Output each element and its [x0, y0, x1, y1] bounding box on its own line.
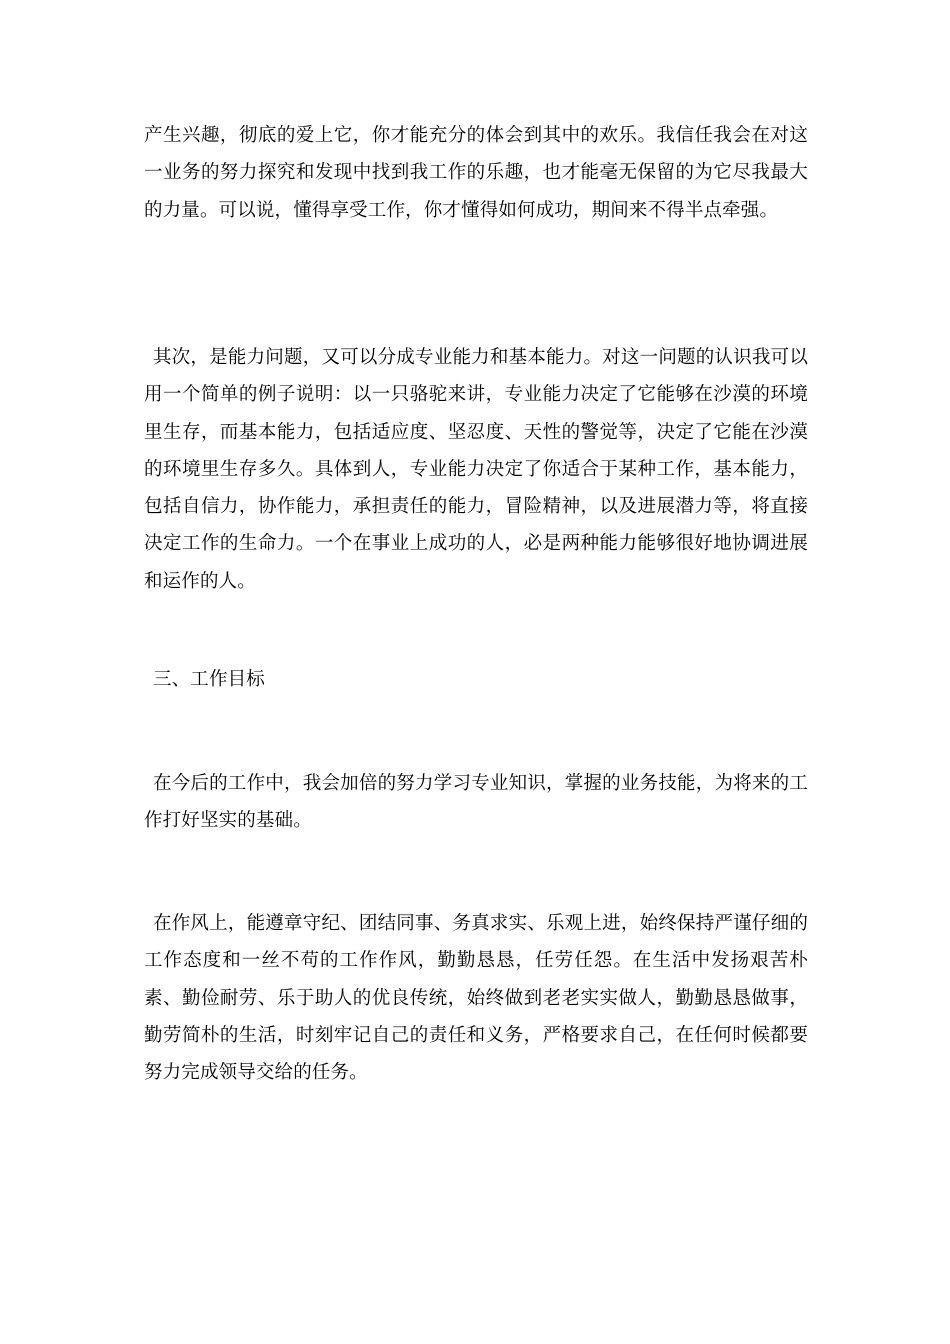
paragraph-ability: 其次，是能力问题，又可以分成专业能力和基本能力。对这一问题的认识我可以用一个简单的例子说明：以一只骆驼来讲，专业能力决定了它能够在沙漠的环境里生存，而基本能力，包括适应度、坚忍度、天性的警觉等，决定了它能在沙漠的环境里生存多久。具体到人，专业能力决定了你适合于某种工作，基本能力，包括自信力，协作能力，承担责任的能力，冒险精神，以及进展潜力等，将直接决定工作的生命力。一个在事业上成功的人，必是两种能力能够很好地协调进展和运作的人。 — [144, 347, 808, 592]
paragraph-interest: 产生兴趣，彻底的爱上它，你才能充分的体会到其中的欢乐。我信任我会在对这一业务的努力探究和发现中找到我工作的乐趣，也才能毫无保留的为它尽我最大的力量。可以说，懂得享受工作，你才懂得如何成功，期间来不得半点牵强。 — [144, 125, 808, 221]
paragraph-future-work: 在今后的工作中，我会加倍的努力学习专业知识，掌握的业务技能，为将来的工作打好坚实的基础。 — [144, 773, 808, 832]
paragraph-work-style: 在作风上，能遵章守纪、团结同事、务真求实、乐观上进，始终保持严谨仔细的工作态度和一丝不苟的工作作风，勤勤恳恳，任劳任怨。在生活中发扬艰苦朴素、勤俭耐劳、乐于助人的优良传统，始终做到老老实实做人，勤勤恳恳做事，勤劳简朴的生活，时刻牢记自己的责任和义务，严格要求自己，在任何时候都要努力完成领导交给的任务。 — [144, 913, 808, 1084]
section-heading-work-goals: 三、工作目标 — [153, 669, 265, 690]
